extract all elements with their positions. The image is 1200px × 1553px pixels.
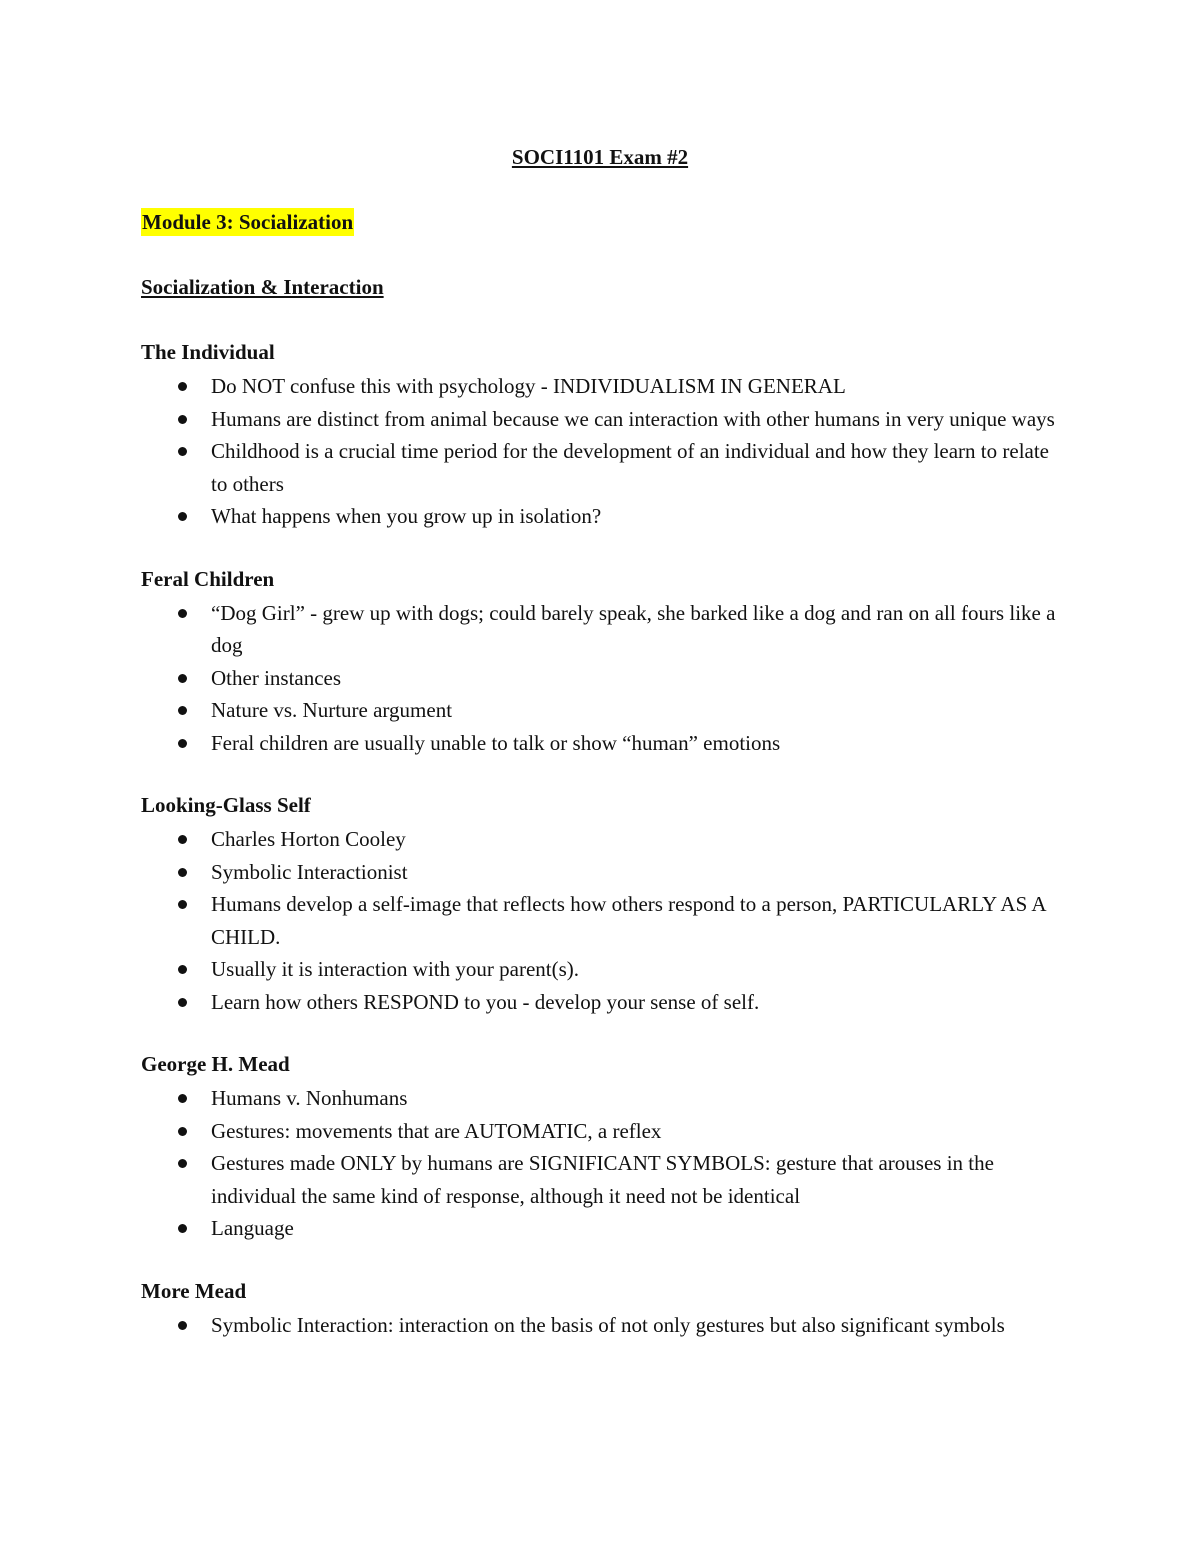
bullet-list bbox=[141, 1309, 1071, 1342]
bullet-list bbox=[141, 370, 1071, 533]
bullet-item bbox=[141, 953, 1061, 986]
bullet-text: Humans are distinct from animal because we can interaction with other humans in very unique ways bbox=[211, 406, 1055, 431]
bullet-dot-icon bbox=[178, 835, 187, 844]
bullet-list bbox=[141, 597, 1071, 760]
bullet-item bbox=[141, 1309, 1061, 1342]
bullet-item bbox=[141, 1212, 1061, 1245]
subsection-heading: Socialization & Interaction bbox=[141, 275, 384, 299]
bullet-item bbox=[141, 1115, 1061, 1148]
section-heading: The Individual bbox=[141, 340, 275, 364]
bullet-text: Gestures made ONLY by humans are SIGNIFICANT SYMBOLS: gesture that arouses in the individual the same kind of response, although it need not be identical bbox=[211, 1151, 994, 1208]
bullet-item bbox=[141, 597, 1061, 662]
bullet-item bbox=[141, 1147, 1061, 1212]
bullet-dot-icon bbox=[178, 674, 187, 683]
bullet-text: Nature vs. Nurture argument bbox=[211, 698, 453, 722]
bullet-list bbox=[141, 823, 1071, 1018]
document-title: SOCI1101 Exam #2 bbox=[511, 145, 689, 169]
module-heading: Module 3: Socialization bbox=[142, 210, 354, 234]
notes-section bbox=[141, 1277, 1071, 1342]
section-heading: Feral Children bbox=[141, 566, 275, 591]
bullet-text: Language bbox=[211, 1216, 294, 1240]
bullet-dot-icon bbox=[178, 609, 187, 618]
section-heading: Looking-Glass Self bbox=[141, 793, 311, 817]
bullet-dot-icon bbox=[178, 706, 187, 715]
bullet-item bbox=[141, 435, 1061, 500]
bullet-dot-icon bbox=[178, 512, 187, 521]
bullet-dot-icon bbox=[178, 1127, 187, 1136]
bullet-dot-icon bbox=[178, 965, 187, 974]
bullet-dot-icon bbox=[178, 1321, 187, 1330]
bullet-dot-icon bbox=[178, 900, 187, 909]
bullet-dot-icon bbox=[178, 447, 187, 456]
bullet-text: Gestures: movements that are AUTOMATIC, a reflex bbox=[211, 1118, 662, 1143]
bullet-item bbox=[141, 694, 1061, 727]
bullet-item bbox=[141, 1082, 1061, 1115]
bullet-dot-icon bbox=[178, 1159, 187, 1168]
bullet-item bbox=[141, 727, 1061, 760]
bullet-dot-icon bbox=[178, 415, 187, 424]
bullet-dot-icon bbox=[178, 998, 187, 1007]
bullet-item bbox=[141, 370, 1061, 403]
bullet-text: Childhood is a crucial time period for the development of an individual and how they learn to relate to others bbox=[211, 439, 1050, 496]
notes-section bbox=[141, 791, 1071, 1018]
notes-content bbox=[141, 338, 1071, 1373]
bullet-text: Symbolic Interactionist bbox=[211, 859, 408, 884]
section-heading: George H. Mead bbox=[141, 1052, 290, 1076]
bullet-text: Feral children are usually unable to talk or show “human” emotions bbox=[211, 730, 781, 755]
bullet-text: Other instances bbox=[211, 665, 342, 690]
bullet-dot-icon bbox=[178, 868, 187, 877]
bullet-text: Humans develop a self-image that reflects how others respond to a person, PARTICULARLY AS A CHILD. bbox=[211, 892, 1046, 949]
bullet-list bbox=[141, 1082, 1071, 1245]
bullet-text: Charles Horton Cooley bbox=[211, 827, 406, 851]
bullet-dot-icon bbox=[178, 382, 187, 391]
bullet-text: Do NOT confuse this with psychology - INDIVIDUALISM IN GENERAL bbox=[211, 374, 846, 398]
bullet-dot-icon bbox=[178, 1224, 187, 1233]
bullet-text: Usually it is interaction with your parent(s). bbox=[211, 957, 580, 981]
notes-section bbox=[141, 338, 1071, 533]
bullet-text: What happens when you grow up in isolation? bbox=[211, 504, 602, 528]
section-heading: More Mead bbox=[141, 1278, 247, 1303]
bullet-item bbox=[141, 662, 1061, 695]
bullet-text: Symbolic Interaction: interaction on the basis of not only gestures but also significant symbols bbox=[211, 1312, 1005, 1337]
bullet-item bbox=[141, 888, 1061, 953]
bullet-text: “Dog Girl” - grew up with dogs; could barely speak, she barked like a dog and ran on all fours like a dog bbox=[211, 600, 1056, 657]
bullet-item bbox=[141, 856, 1061, 889]
bullet-item bbox=[141, 500, 1061, 533]
bullet-text: Learn how others RESPOND to you - develop your sense of self. bbox=[211, 989, 760, 1014]
bullet-dot-icon bbox=[178, 739, 187, 748]
bullet-item bbox=[141, 986, 1061, 1019]
notes-section bbox=[141, 565, 1071, 760]
bullet-item bbox=[141, 823, 1061, 856]
bullet-item bbox=[141, 403, 1061, 436]
notes-section bbox=[141, 1050, 1071, 1245]
bullet-text: Humans v. Nonhumans bbox=[211, 1086, 408, 1110]
bullet-dot-icon bbox=[178, 1094, 187, 1103]
